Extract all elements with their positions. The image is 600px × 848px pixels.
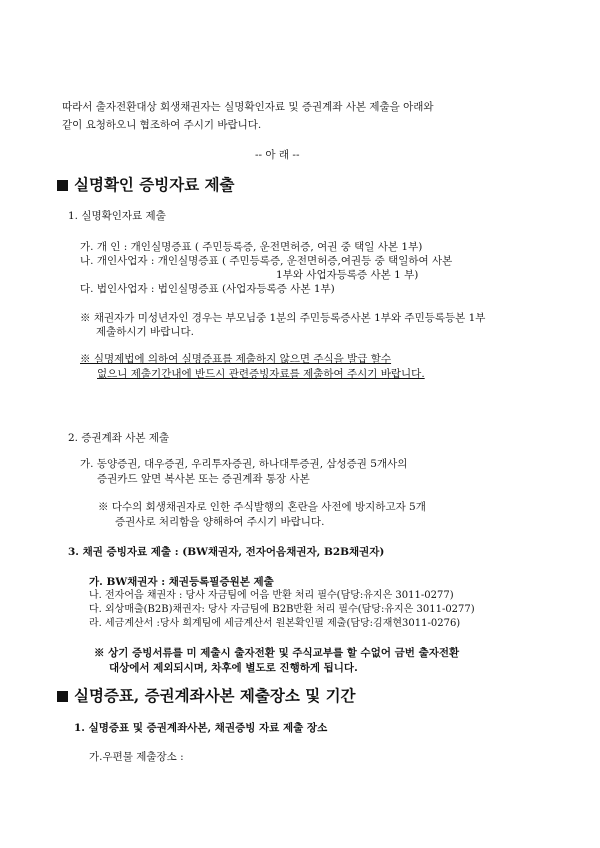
section1-item1-heading: 1. 실명확인자료 제출 (68, 210, 166, 222)
item2-note-line2: 증권사로 처리함을 양해하여 주시기 바랍니다. (115, 516, 325, 528)
item3-note-line2: 대상에서 제외되시며, 차후에 별도로 진행하게 됩니다. (109, 662, 358, 674)
section2-heading (57, 686, 356, 706)
item2-ga-line1: 가. 동양증권, 대우증권, 우리투자증권, 하나대투증권, 삼성증권 5개사의 (80, 458, 408, 470)
below-marker: -- 아 래 -- (255, 149, 300, 161)
square-bullet-icon (57, 180, 68, 191)
item1-note1-line1: ※ 채권자가 미성년자인 경우는 부모님중 1분의 주민등록증사본 1부와 주민등록등본 1부 (80, 312, 486, 324)
intro-line-2: 같이 요청하오니 협조하여 주시기 바랍니다. (62, 119, 262, 131)
square-bullet-icon (57, 691, 68, 702)
item3-note-line1: ※ 상기 증빙서류를 미 제출시 출자전환 및 주식교부를 할 수없어 금번 출자전환 (94, 647, 460, 659)
item2-ga-line2: 증권카드 앞면 복사본 또는 증권계좌 통장 사본 (97, 473, 310, 485)
item1-na-line2: 1부와 사업자등록증 사본 1 부) (276, 269, 419, 281)
section1-item3-heading: 3. 채권 증빙자료 제출 : (BW채권자, 전자어음채권자, B2B채권자) (68, 546, 385, 558)
section1-title: 실명확인 증빙자료 제출 (74, 175, 235, 194)
item1-note2-line2: 없으니 제출기간내에 반드시 관련증빙자료를 제출하여 주시기 바랍니다. (97, 368, 425, 380)
item3-ga: 가. BW채권자 : 채권등록필증원본 제출 (89, 576, 274, 588)
section1-item2-heading: 2. 증권계좌 사본 제출 (68, 432, 170, 444)
item1-note1-line2: 제출하시기 바랍니다. (96, 326, 194, 338)
item1-da: 다. 법인사업자 : 법인실명증표 (사업자등록증 사본 1부) (80, 283, 335, 295)
item1-ga: 가. 개 인 : 개인실명증표 ( 주민등록증, 운전면허증, 여권 중 택일 사본 1부) (80, 241, 423, 253)
item3-da: 다. 외상매출(B2B)채권자: 당사 자금팀에 B2B반환 처리 필수(담당:유지은 3011-0277) (89, 604, 475, 615)
section2-item1-heading: 1. 실명증표 및 증권계좌사본, 채권증빙 자료 제출 장소 (74, 722, 328, 734)
section1-heading (57, 175, 235, 195)
section2-title: 실명증표, 증권계좌사본 제출장소 및 기간 (74, 686, 356, 705)
section2-item1-ga: 가.우편물 제출장소 : (89, 751, 184, 763)
item1-note2-line1: ※ 실명제법에 의하여 실명증표를 제출하지 않으면 주식을 발급 할수 (80, 353, 392, 365)
item3-ra: 라. 세금계산서 :당사 회계팀에 세금계산서 원본확인필 제출(담당:김재현3011-0276) (89, 618, 461, 629)
item1-na-line1: 나. 개인사업자 : 개인실명증표 ( 주민등록증, 운전면허증,여권등 중 택일하여 사본 (80, 255, 453, 267)
item2-note-line1: ※ 다수의 회생채권자로 인한 주식발행의 혼란을 사전에 방지하고자 5개 (98, 501, 426, 513)
item3-na: 나. 전자어음 채권자 : 당사 자금팀에 어음 반환 처리 필수(담당:유지은 3011-0277) (89, 590, 454, 601)
intro-line-1: 따라서 출자전환대상 회생채권자는 실명확인자료 및 증권계좌 사본 제출을 아래와 (62, 101, 434, 113)
